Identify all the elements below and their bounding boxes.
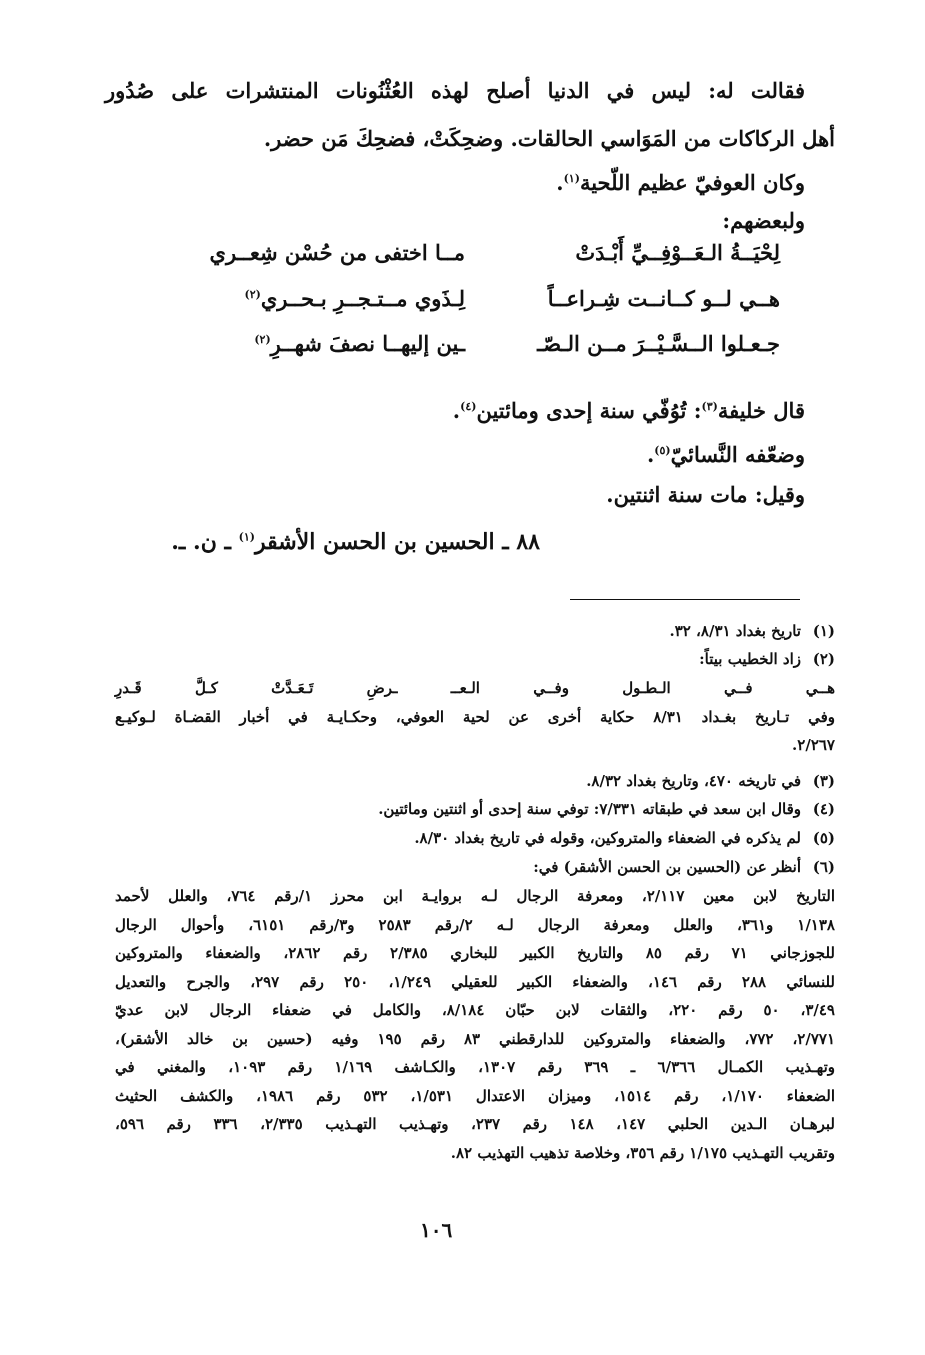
footnote-3 (586, 767, 835, 795)
footnote-line: وتقريب التهـذيب ١/١٧٥ رقم ٣٥٦، وخلاصة تذهيب التهذيب ٨٢. (450, 1143, 835, 1162)
body-line-3 (556, 164, 805, 198)
entry-heading-text: ٨٨ ـ الحسين بن الحسن الأشقر (254, 529, 540, 555)
footnote-text: زاد الخطيب بيتاً: (699, 650, 801, 668)
footnote-ref: (٤) (460, 400, 477, 413)
footnote-2-verse: هــي فــي الـطـول وفــي الـعــ ـرضِ تَـعَـدَّتْ كـلَّ قَـدرِ (115, 679, 835, 697)
poem-verse-3 (175, 331, 780, 367)
footnote-line: التاريخ لابن معين ٢/١١٧، ومعرفة الرجال لـه بروايـة ابن محرز ١/رقم ٧٦٤، والعلل لأحمد (115, 887, 836, 905)
body-line-1: فقالت له: ليس في الدنيا أصلح لهذه العُثْنُونات المنتشرات على صُدُور (105, 78, 805, 103)
body-line-4: ولبعضهم: (722, 208, 805, 233)
body-line-3-text: وكان العوفيّ عظيم اللّحية (579, 170, 805, 195)
footnote-number: (٤) (812, 800, 835, 818)
body-line-6-end: . (646, 442, 655, 467)
footnote-number: (٦) (812, 858, 835, 876)
footnote-text: لم يذكره في الضعفاء والمتروكين، وقوله في تاريخ بغداد ٨/٣٠. (414, 829, 801, 847)
body-line-2: أهل الركاكات من المَوَاسي الحالقات. وضحِكَتْ، فضحِكَ مَن حضر. (263, 126, 835, 151)
footnote-line: وفي تـاريخ بغـداد ٨/٣١ حكاية أخرى عن لحية العوفي، وحكـايـة في أخبار القضـاة لـوكيـع (115, 707, 835, 726)
footnote-2-continuation (115, 674, 835, 760)
footnote-text: تاريخ بغداد ٨/٣١، ٣٢. (669, 622, 801, 640)
footnote-text: وقال ابن سعد في طبقاته ٧/٣٣١: توفي سنة إحدى أو اثنتين ومائتين. (378, 800, 801, 818)
footnote-line: ٢/٧٧١، ٧٧٢، والضعفاء والمتروكين للدارقطني ٨٣ رقم ١٩٥ وفيه (حسين بن خالد الأشقر)، (115, 1029, 836, 1048)
footnote-4 (378, 795, 835, 823)
footnote-number: (٣) (812, 772, 835, 790)
body-line-5-end: . (452, 398, 461, 423)
entry-heading (171, 529, 540, 555)
body-line-6 (647, 436, 805, 470)
footnote-line: الضعفاء ١/١٧٠، رقم ١٥١٤، وميزان الاعتدال ١/٥٣١، ٥٣٢ رقم ١٩٨٦، والكشف الحثيث (115, 1086, 835, 1105)
body-line-3-end: . (556, 170, 564, 195)
footnote-separator (570, 599, 800, 600)
poem-verse-1-first-hemistich: لِحْيَــةُ الـعَــوْفِــيِّ أَبْـدَتْ (575, 240, 780, 265)
footnote-1 (669, 617, 835, 645)
footnote-number: (٥) (812, 829, 835, 847)
footnote-5 (414, 824, 835, 852)
footnote-line: للجوزجاني ٧١ رقم ٨٥ والتاريخ الكبير للبخاري ٢/٣٨٥ رقم ٢٨٦٢، والضعفاء والمتروكين (115, 944, 835, 962)
footnote-text: أنظر عن (الحسين بن الحسن الأشقر) في: (533, 858, 801, 876)
footnote-ref: (٢) (244, 288, 261, 301)
poem-verse-1-second-hemistich: مــا اختفى من حُسْن شِعــري (209, 240, 465, 265)
poem-verse-2-second-hemistich (175, 286, 465, 311)
body-line-5-b: : تُوُفّي سنة إحدى ومائتين (476, 398, 702, 423)
footnote-ref: (٢) (254, 333, 271, 346)
footnote-ref: (١) (238, 530, 255, 544)
footnote-ref: (١) (563, 172, 580, 185)
poem-verse-3-second-text: ـين إليهــا نصفَ شهــرِ (270, 331, 465, 356)
footnote-6-continuation (115, 882, 835, 1167)
body-line-7: وقيل: مات سنة اثنتين. (606, 482, 805, 507)
footnote-number: (٢) (812, 650, 835, 668)
footnote-2 (699, 645, 835, 673)
poem-verse-3-first-hemistich: جـعـلوا الــسَّـيْــرَ مــن الـصّـ (537, 331, 780, 356)
footnote-line: وتهـذيب الكمـال ٦/٣٦٦ ـ ٣٦٩ رقم ١٣٠٧، والكـاشف ١/١٦٩ رقم ١٠٩٣، والمغني في (115, 1058, 835, 1076)
footnote-6 (533, 853, 835, 881)
entry-heading-tail: ـ ن. ـ. (171, 529, 239, 555)
footnote-line: للنسائي ٢٨٨ رقم ١٤٦، والضعفاء الكبير للعقيلي ١/٢٤٩، ٢٥٠ رقم ٢٩٧، والجرح والتعديل (115, 972, 836, 991)
poem-verse-2 (175, 286, 780, 322)
footnote-number: (١) (812, 622, 835, 640)
footnote-line: ٣/٤٩، ٥٠ رقم ٢٢٠، والثقات لابن حبّان ٨/١٨٤، والكامل في ضعفاء الرجال لابن عديّ (115, 1001, 835, 1019)
poem-verse-1 (175, 240, 780, 276)
body-line-5 (453, 392, 805, 426)
footnote-ref: (٥) (654, 444, 671, 457)
footnote-text: في تاريخه ٤٧٠، وتاريخ بغداد ٨/٣٢. (586, 772, 801, 790)
footnote-line: ٢/٢٦٧. (792, 736, 835, 754)
poem-verse-2-first-hemistich: هــي لــو كــانــت شِـراعــاً (547, 286, 780, 311)
poem-verse-2-second-text: لِـذَوي مــتـجــرِ بـحــري (260, 286, 465, 311)
footnote-line: ١/١٣٨ و٣٦١، والعلل ومعرفة الرجال لـه ٢/رقم ٢٥٨٣ و٣/رقم ٦١٥١، وأحوال الرجال (115, 915, 835, 934)
footnote-line: لبرهـان الـدين الحلبي ١٤٧، ١٤٨ رقم ٢٣٧، وتهـذيب التهـذيب ٢/٣٣٥، ٣٣٦ رقم ٥٩٦، (115, 1115, 835, 1133)
poem-verse-3-second-hemistich (175, 331, 465, 356)
footnote-ref: (٣) (701, 400, 718, 413)
body-line-5-a: قال خليفة (717, 398, 805, 423)
body-line-6-a: وضعّفه النَّسائيّ (670, 442, 805, 467)
page-number: ١٠٦ (420, 1218, 453, 1242)
